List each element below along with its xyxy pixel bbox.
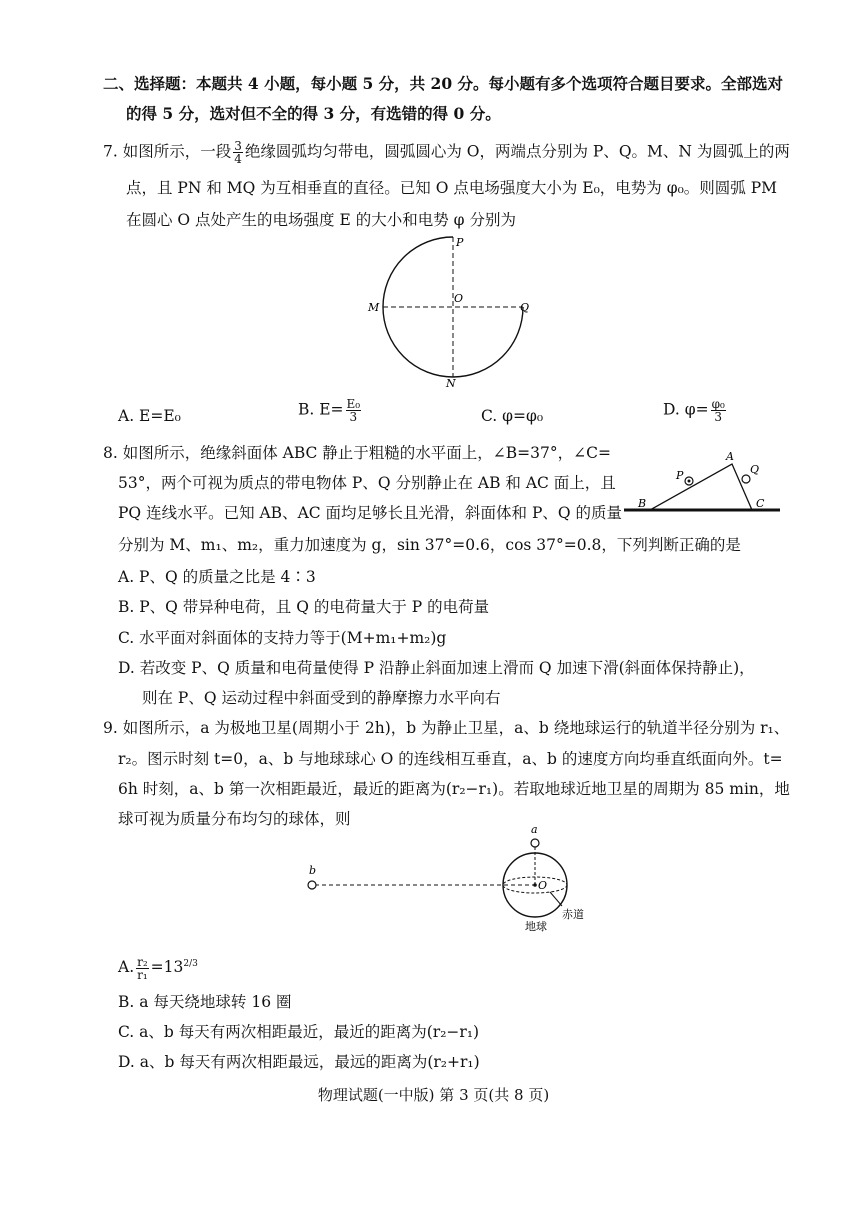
- q9-option-a-fraction: [136, 956, 149, 981]
- q9-option-a-exponent: 2/3: [183, 959, 198, 969]
- q7-line1-post: 绝缘圆弧均匀带电，圆弧圆心为 O，两端点分别为 P、Q。M、N 为圆弧上的两: [244, 142, 790, 161]
- q7-option-d-fraction: [711, 398, 726, 423]
- q7-option-d-den: 3: [714, 410, 722, 424]
- q8-label-q: Q: [750, 463, 760, 476]
- q9-option-d: D. a、b 每天有两次相距最远，最远的距离为(r₂+r₁): [118, 1053, 480, 1071]
- q8-option-c: C. 水平面对斜面体的支持力等于(M+m₁+m₂)g: [118, 629, 447, 647]
- q7-frac-den: 4: [234, 152, 242, 166]
- q7-label-q: Q: [520, 301, 530, 314]
- q9-orbit-figure: [300, 822, 600, 938]
- q7-line3: 在圆心 O 点处产生的电场强度 E 的大小和电势 φ 分别为: [126, 211, 516, 229]
- q8-label-c: C: [756, 497, 765, 510]
- q9-equator-pointer: [550, 892, 562, 906]
- q7-option-b-num: E₀: [346, 397, 361, 411]
- section-header-line1: 二、选择题：本题共 4 小题，每小题 5 分，共 20 分。每小题有多个选项符合题目要求。全部选对: [103, 74, 784, 93]
- q9-option-b: B. a 每天绕地球转 16 圈: [118, 993, 292, 1011]
- q8-label-a: A: [726, 450, 734, 463]
- q7-option-b: [298, 398, 363, 423]
- q8-option-d-line1: D. 若改变 P、Q 质量和电荷量使得 P 沿静止斜面加速上滑而 Q 加速下滑(斜面体保持静止)，: [118, 659, 755, 677]
- q8-option-d-line2: 则在 P、Q 运动过程中斜面受到的静摩擦力水平向右: [142, 689, 501, 707]
- q9-line3: 6h 时刻，a、b 第一次相距最近，最近的距离为(r₂−r₁)。若取地球近地卫星的周期为 85 min，地: [118, 780, 790, 798]
- q7-option-b-fraction: [346, 398, 362, 423]
- q9-label-b: b: [309, 864, 317, 877]
- q7-option-d-num: φ₀: [711, 397, 725, 411]
- q9-satellite-b: [308, 881, 316, 889]
- q8-line4: 分别为 M、m₁、m₂，重力加速度为 g，sin 37°=0.6，cos 37°=0.8，下列判断正确的是: [118, 536, 741, 554]
- q8-line2: 53°，两个可视为质点的带电物体 P、Q 分别静止在 AB 和 AC 面上，且: [118, 474, 616, 492]
- q7-option-c: C. φ=φ₀: [481, 407, 544, 425]
- q8-line1: 8. 如图所示，绝缘斜面体 ABC 静止于粗糙的水平面上，∠B=37°，∠C=: [103, 444, 611, 462]
- q8-label-p: P: [676, 469, 684, 482]
- q9-line2: r₂。图示时刻 t=0，a、b 与地球球心 O 的连线相互垂直，a、b 的速度方向均垂直纸面向外。t=: [118, 750, 783, 768]
- q7-option-b-pre: B. E=: [298, 400, 344, 419]
- q7-fraction: [233, 140, 243, 165]
- q9-label-earth: 地球: [525, 920, 547, 933]
- q7-label-o: O: [454, 292, 464, 305]
- q9-option-a-num: r₂: [137, 954, 148, 969]
- q9-label-o: O: [538, 879, 548, 892]
- q8-line3: PQ 连线水平。已知 AB、AC 面均足够长且光滑，斜面体和 P、Q 的质量: [118, 504, 623, 522]
- q9-option-a-den: r₁: [137, 967, 148, 982]
- q8-option-b: B. P、Q 带异种电荷，且 Q 的电荷量大于 P 的电荷量: [118, 598, 490, 616]
- q7-label-m: M: [368, 301, 380, 314]
- page-footer: 物理试题(一中版) 第 3 页(共 8 页): [317, 1086, 550, 1104]
- q8-incline-figure: [622, 446, 782, 518]
- q7-line2: 点，且 PN 和 MQ 为互相垂直的直径。已知 O 点电场强度大小为 E₀，电势为 φ₀。则圆弧 PM: [126, 179, 778, 197]
- q9-line1: 9. 如图所示，a 为极地卫星(周期小于 2h)，b 为静止卫星，a、b 绕地球运行的轨道半径分别为 r₁、: [103, 719, 790, 737]
- q8-label-b: B: [638, 497, 647, 510]
- q9-label-a: a: [531, 823, 538, 836]
- q7-label-p: P: [456, 236, 464, 249]
- section-header-line2: 的得 5 分，选对但不全的得 3 分，有选错的得 0 分。: [126, 104, 501, 123]
- q8-charge-q: [742, 475, 750, 483]
- q7-frac-num: 3: [234, 139, 242, 153]
- q7-label-n: N: [446, 377, 456, 390]
- q9-option-c: C. a、b 每天有两次相距最近，最近的距离为(r₂−r₁): [118, 1023, 480, 1041]
- q7-line1-pre: 7. 如图所示，一段: [103, 142, 232, 161]
- q9-satellite-a: [531, 839, 539, 847]
- q8-incline-body: [650, 464, 752, 510]
- q7-line1: [103, 140, 790, 165]
- q9-label-equator: 赤道: [562, 908, 584, 921]
- q9-option-a-post: =13: [150, 958, 184, 977]
- q9-option-a-pre: A.: [118, 958, 135, 977]
- q7-option-a: A. E=E₀: [118, 407, 181, 425]
- q9-line4: 球可视为质量分布均匀的球体，则: [118, 810, 351, 828]
- q7-arc-figure: [360, 234, 540, 394]
- q8-option-a: A. P、Q 的质量之比是 4∶3: [118, 568, 316, 586]
- q7-option-b-den: 3: [349, 410, 358, 424]
- q7-option-d-pre: D. φ=: [663, 400, 709, 419]
- q7-option-d: [663, 398, 728, 423]
- q8-charge-p-dot: [688, 480, 691, 483]
- q9-option-a: [118, 954, 198, 981]
- q9-center-o: [533, 883, 537, 887]
